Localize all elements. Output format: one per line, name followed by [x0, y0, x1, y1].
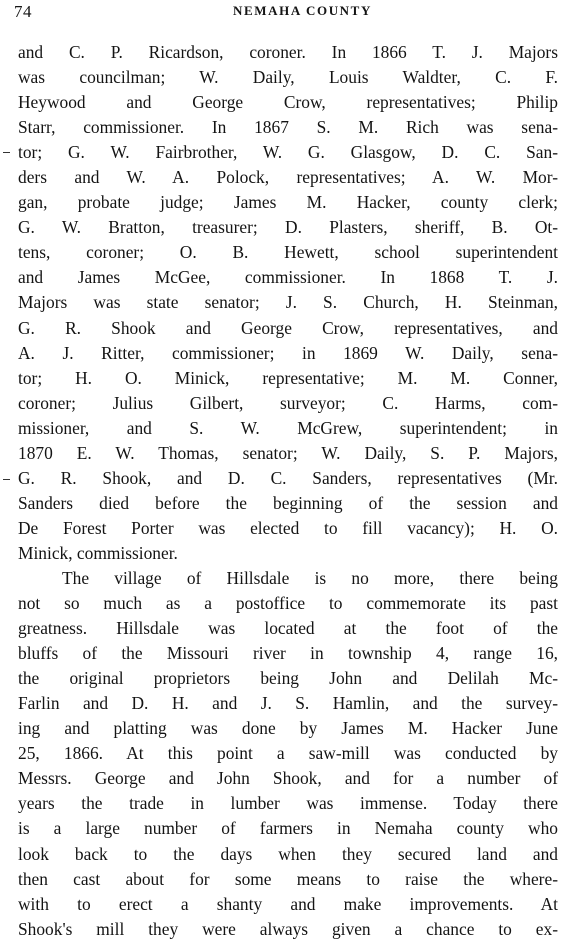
margin-mark	[3, 152, 10, 153]
text-line: 25, 1866. At this point a saw-mill was conducted by	[18, 743, 558, 764]
text-line: 1870 E. W. Thomas, senator; W. Daily, S. P. Majors,	[18, 442, 558, 463]
text-line: the original proprietors being John and Delilah Mc-	[18, 668, 558, 689]
paragraph-2	[18, 566, 558, 942]
page-number: 74	[14, 2, 32, 21]
text-line: G. W. Bratton, treasurer; D. Plasters, sheriff, B. Ot-	[18, 217, 558, 238]
text-line: Starr, commissioner. In 1867 S. M. Rich was sena-	[18, 117, 558, 138]
text-line: ing and platting was done by James M. Hacker June	[18, 718, 558, 739]
margin-mark	[3, 479, 10, 480]
text-line: Shook's mill they were always given a chance to ex-	[18, 918, 558, 939]
text-line: look back to the days when they secured land and	[18, 843, 558, 864]
text-line: De Forest Porter was elected to fill vacancy); H. O.	[18, 517, 558, 538]
text-line: Heywood and George Crow, representatives; Philip	[18, 92, 558, 113]
text-line: Sanders died before the beginning of the session and	[18, 492, 558, 513]
text-line: years the trade in lumber was immense. Today there	[18, 793, 558, 814]
text-line: gan, probate judge; James M. Hacker, county clerk;	[18, 192, 558, 213]
text-line: ders and W. A. Polock, representatives; A. W. Mor-	[18, 167, 558, 188]
text-line: and James McGee, commissioner. In 1868 T. J.	[18, 267, 558, 288]
text-line: The village of Hillsdale is no more, there being	[62, 567, 558, 588]
text-line: is a large number of farmers in Nemaha county who	[18, 818, 558, 839]
text-line: Minick, commissioner.	[18, 542, 178, 563]
text-line: tor; H. O. Minick, representative; M. M. Conner,	[18, 367, 558, 388]
text-line: not so much as a postoffice to commemorate its past	[18, 593, 558, 614]
text-line: Majors was state senator; J. S. Church, H. Steinman,	[18, 292, 558, 313]
text-line: coroner; Julius Gilbert, surveyor; C. Harms, com-	[18, 392, 558, 413]
text-line: bluffs of the Missouri river in township 4, range 16,	[18, 643, 558, 664]
text-line: Messrs. George and John Shook, and for a number of	[18, 768, 558, 789]
paragraph-1	[18, 40, 558, 566]
text-line: tor; G. W. Fairbrother, W. G. Glasgow, D. C. San-	[18, 142, 558, 163]
text-line: then cast about for some means to raise the where-	[18, 868, 558, 889]
text-line: with to erect a shanty and make improvements. At	[18, 893, 558, 914]
text-line: Farlin and D. H. and J. S. Hamlin, and the survey-	[18, 693, 558, 714]
text-line: tens, coroner; O. B. Hewett, school superintendent	[18, 242, 558, 263]
text-line: A. J. Ritter, commissioner; in 1869 W. Daily, sena-	[18, 342, 558, 363]
text-line: greatness. Hillsdale was located at the foot of the	[18, 618, 558, 639]
text-line: G. R. Shook, and D. C. Sanders, representatives (Mr.	[18, 467, 558, 488]
body-text	[18, 40, 558, 942]
text-line: missioner, and S. W. McGrew, superintendent; in	[18, 417, 558, 438]
text-line: was councilman; W. Daily, Louis Waldter, C. F.	[18, 67, 558, 88]
running-head: NEMAHA COUNTY	[233, 3, 372, 18]
text-line: G. R. Shook and George Crow, representatives, and	[18, 317, 558, 338]
text-line: and C. P. Ricardson, coroner. In 1866 T. J. Majors	[18, 42, 558, 62]
